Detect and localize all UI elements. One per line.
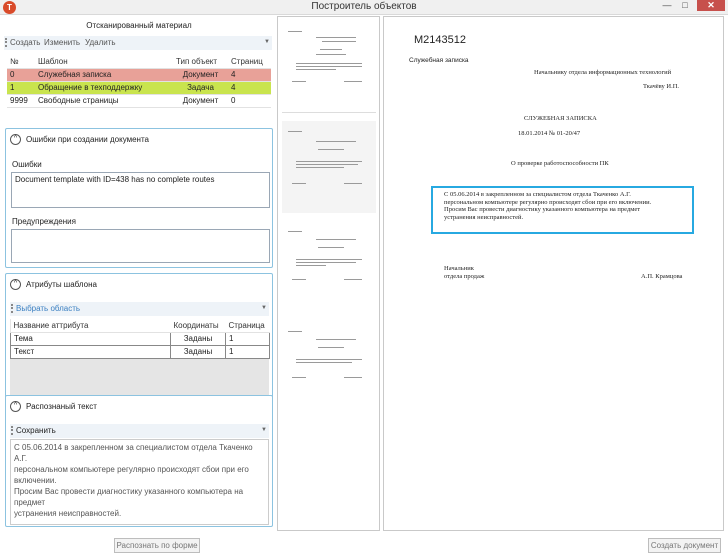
cell-page: 1 xyxy=(226,345,270,358)
errors-group xyxy=(5,128,273,268)
cell-num: 9999 xyxy=(7,94,35,107)
toolbar-overflow-icon[interactable]: ▼ xyxy=(261,305,267,311)
table-row[interactable] xyxy=(11,345,270,358)
column-header-num[interactable]: № xyxy=(7,55,35,68)
cell-name: Тема xyxy=(11,332,171,345)
table-header-row xyxy=(11,319,270,332)
recognized-line: Просим Вас провести диагностику указанного компьютера на xyxy=(14,487,244,496)
table-row[interactable] xyxy=(11,332,270,345)
document-code: М2143512 xyxy=(414,34,466,46)
scanned-title: Отсканированный материал xyxy=(86,21,192,30)
column-header-type[interactable]: Тип объект xyxy=(173,55,228,68)
table-row[interactable] xyxy=(7,68,271,81)
document-heading: СЛУЖЕБНАЯ ЗАПИСКА xyxy=(524,115,597,122)
column-header-coords[interactable]: Координаты xyxy=(171,319,226,332)
document-preview[interactable] xyxy=(383,16,724,531)
recognized-line: С 05.06.2014 в закрепленном за специалистом отдела Ткаченко xyxy=(14,443,253,452)
cell-type: Задача xyxy=(173,81,228,94)
document-signer-department: отдела продаж xyxy=(444,273,485,280)
column-header-name[interactable]: Название аттрибута xyxy=(11,319,171,332)
document-type: Служебная записка xyxy=(409,57,469,64)
errors-field[interactable]: Document template with ID=438 has no complete routes xyxy=(11,172,270,208)
maximize-button[interactable]: □ xyxy=(682,0,688,10)
app-icon: Т xyxy=(3,1,16,14)
cell-pages: 4 xyxy=(228,81,271,94)
page-thumbnail[interactable] xyxy=(282,221,376,313)
toolbar-grip[interactable] xyxy=(5,38,7,47)
cell-coords: Заданы xyxy=(171,332,226,345)
page-thumbnail[interactable] xyxy=(282,21,376,113)
collapse-recognized-icon[interactable]: ^ xyxy=(10,401,21,412)
toolbar-overflow-icon[interactable]: ▼ xyxy=(264,39,270,45)
document-addressee: Начальнику отдела информационных технологий xyxy=(534,69,672,76)
attributes-header: Атрибуты шаблона xyxy=(26,280,97,289)
document-date-number: 18.01.2014 № 01-20/47 xyxy=(518,130,581,137)
delete-button[interactable]: Удалить xyxy=(85,38,116,47)
recognized-group xyxy=(5,395,273,527)
select-area-button[interactable]: Выбрать область xyxy=(16,304,81,313)
table-row[interactable] xyxy=(7,94,271,107)
recognized-line: предмет xyxy=(14,498,46,507)
edit-button[interactable]: Изменить xyxy=(44,38,81,47)
scanned-toolbar xyxy=(4,36,272,50)
document-body-line: устранения неисправностей. xyxy=(444,213,524,221)
close-button[interactable]: ✕ xyxy=(697,0,725,11)
recognized-toolbar xyxy=(10,424,269,438)
cell-name: Текст xyxy=(11,345,171,358)
window-title: Построитель объектов xyxy=(311,1,417,12)
table-header-row xyxy=(7,55,271,68)
cell-type: Документ xyxy=(173,68,228,81)
recognized-line: А.Г. xyxy=(14,454,28,463)
selected-area[interactable] xyxy=(431,186,694,234)
recognize-by-form-button[interactable]: Распознать по форме xyxy=(114,538,200,553)
attributes-toolbar xyxy=(10,302,269,316)
cell-coords: Заданы xyxy=(171,345,226,358)
page-thumbnails xyxy=(277,16,380,531)
toolbar-overflow-icon[interactable]: ▼ xyxy=(261,427,267,433)
create-document-button[interactable]: Создать документ xyxy=(648,538,721,553)
collapse-errors-icon[interactable]: ^ xyxy=(10,134,21,145)
recognized-text-field[interactable] xyxy=(10,439,269,525)
document-body-line: С 05.06.2014 в закрепленном за специалистом отдела Ткаченко А.Г. xyxy=(444,191,631,198)
recognized-line: устранения неисправностей. xyxy=(14,509,122,518)
cell-num: 1 xyxy=(7,81,35,94)
cell-template: Обращение в техподдержку xyxy=(35,81,173,94)
cell-template: Служебная записка xyxy=(35,68,173,81)
errors-label: Ошибки xyxy=(12,160,42,169)
minimize-button[interactable]: — xyxy=(662,0,672,10)
document-body-line: персональном компьютере регулярно происходят сбои при его включении. xyxy=(444,198,652,206)
toolbar-grip[interactable] xyxy=(11,304,13,313)
page-thumbnail[interactable] xyxy=(282,121,376,213)
cell-type: Документ xyxy=(173,94,228,107)
create-button[interactable]: Создать xyxy=(10,38,41,47)
collapse-attributes-icon[interactable]: ^ xyxy=(10,279,21,290)
left-panel xyxy=(4,16,274,531)
column-header-page[interactable]: Страница xyxy=(226,319,270,332)
column-header-template[interactable]: Шаблон xyxy=(35,55,173,68)
title-bar xyxy=(0,0,728,15)
document-signer-title: Начальник xyxy=(444,265,474,272)
cell-page: 1 xyxy=(226,332,270,345)
attributes-table xyxy=(10,319,270,359)
recognized-line: персональном компьютере регулярно происходят сбои при его xyxy=(14,465,249,474)
document-body-line: Просим Вас провести диагностику указанного компьютера на предмет xyxy=(444,206,641,213)
warnings-field[interactable] xyxy=(11,229,270,263)
scanned-table xyxy=(7,55,271,108)
save-button[interactable]: Сохранить xyxy=(16,426,56,435)
errors-header: Ошибки при создании документа xyxy=(26,135,149,144)
document-subject: О проверке работоспособности ПК xyxy=(511,160,609,167)
recognized-line: включении. xyxy=(14,476,57,485)
document-addressee-name: Ткачёву И.П. xyxy=(643,83,680,90)
cell-pages: 4 xyxy=(228,68,271,81)
recognized-header: Распознаный текст xyxy=(26,402,97,411)
cell-pages: 0 xyxy=(228,94,271,107)
page-thumbnail[interactable] xyxy=(282,321,376,413)
warnings-label: Предупреждения xyxy=(12,217,76,226)
table-row[interactable] xyxy=(7,81,271,94)
cell-template: Свободные страницы xyxy=(35,94,173,107)
document-signer-name: А.П. Крамцова xyxy=(641,273,683,280)
bottom-bar xyxy=(0,533,728,557)
column-header-pages[interactable]: Страниц xyxy=(228,55,271,68)
cell-num: 0 xyxy=(7,68,35,81)
attributes-group xyxy=(5,273,273,407)
toolbar-grip[interactable] xyxy=(11,426,13,435)
